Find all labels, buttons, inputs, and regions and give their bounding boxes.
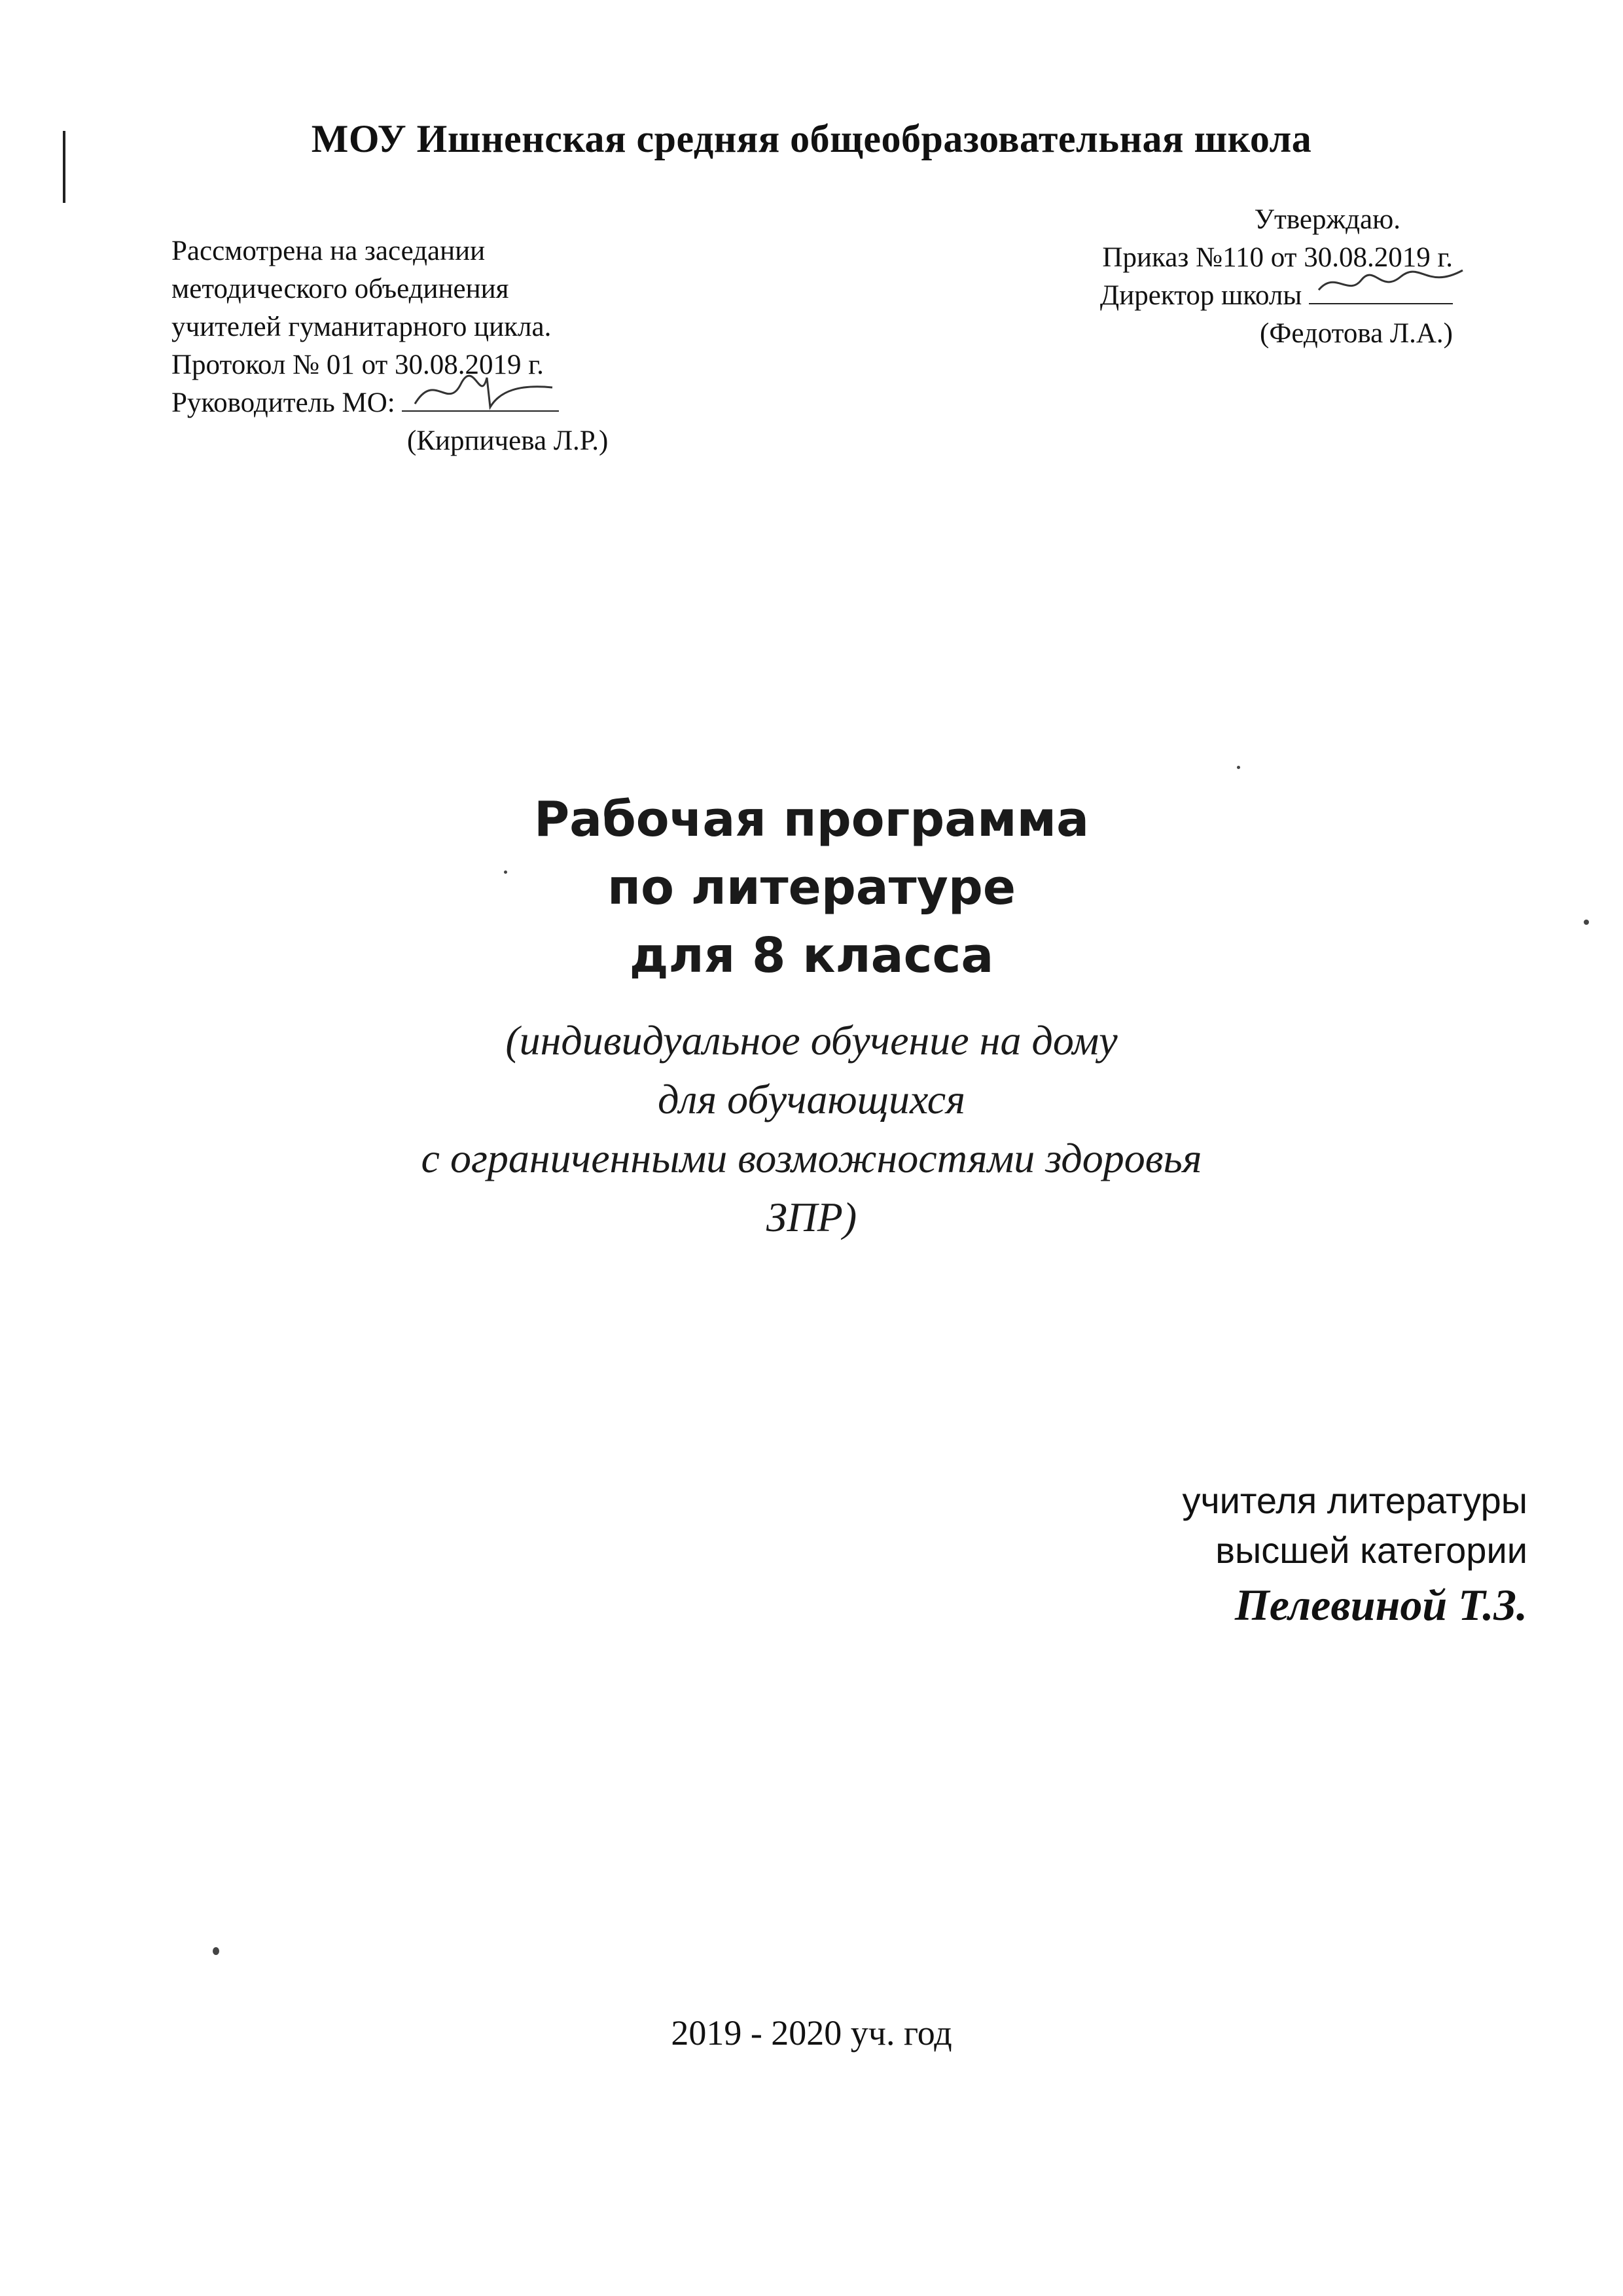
scan-speck [1584,920,1589,925]
director-signature [1309,277,1453,304]
signature-scribble-icon [408,365,559,417]
approval-left-line1: Рассмотрена на заседании [171,236,486,266]
approval-right-line2: Приказ №110 от 30.08.2019 г. [1102,242,1453,273]
subtitle-line1: (индивидуальное обучение на дому [505,1017,1118,1064]
title-line3: для 8 класса [629,927,994,984]
teacher-block [1182,1476,1527,1634]
document-subtitle [0,1011,1623,1247]
subtitle-line4: ЗПР) [766,1194,857,1240]
approval-block-right [1100,201,1453,353]
director-label: Директор школы [1099,280,1302,311]
mo-head-label: Руководитель МО: [171,387,395,418]
approval-block-left [171,232,608,460]
teacher-name: Пелевиной Т.З. [1234,1580,1527,1630]
title-line2: по литературе [607,859,1016,916]
director-name: (Федотова Л.А.) [1260,318,1453,349]
scan-speck [213,1947,219,1955]
approval-left-line4: Протокол № 01 от 30.08.2019 г. [171,350,544,380]
approval-right-line1: Утверждаю. [1254,204,1400,235]
teacher-subject: учителя литературы [1182,1480,1527,1521]
approval-left-line5 [171,384,608,422]
academic-year: 2019 - 2020 уч. год [671,2013,952,2053]
approval-left-line2: методического объединения [171,274,509,304]
approval-right-line3 [1100,277,1453,315]
teacher-category: высшей категории [1215,1530,1527,1571]
mo-head-signature [402,384,559,412]
approval-left-line3: учителей гуманитарного цикла. [171,312,552,342]
mo-head-name: (Кирпичева Л.Р.) [407,425,609,456]
document-title [0,785,1623,990]
title-line1: Рабочая программа [533,791,1090,848]
subtitle-line2: для обучающихся [658,1076,965,1122]
scan-speck [504,870,507,874]
school-name: МОУ Ишненская средняя общеобразовательная школа [311,117,1312,160]
subtitle-line3: с ограниченными возможностями здоровья [421,1135,1202,1181]
signature-scribble-icon [1315,257,1466,310]
scan-speck [1237,766,1240,769]
